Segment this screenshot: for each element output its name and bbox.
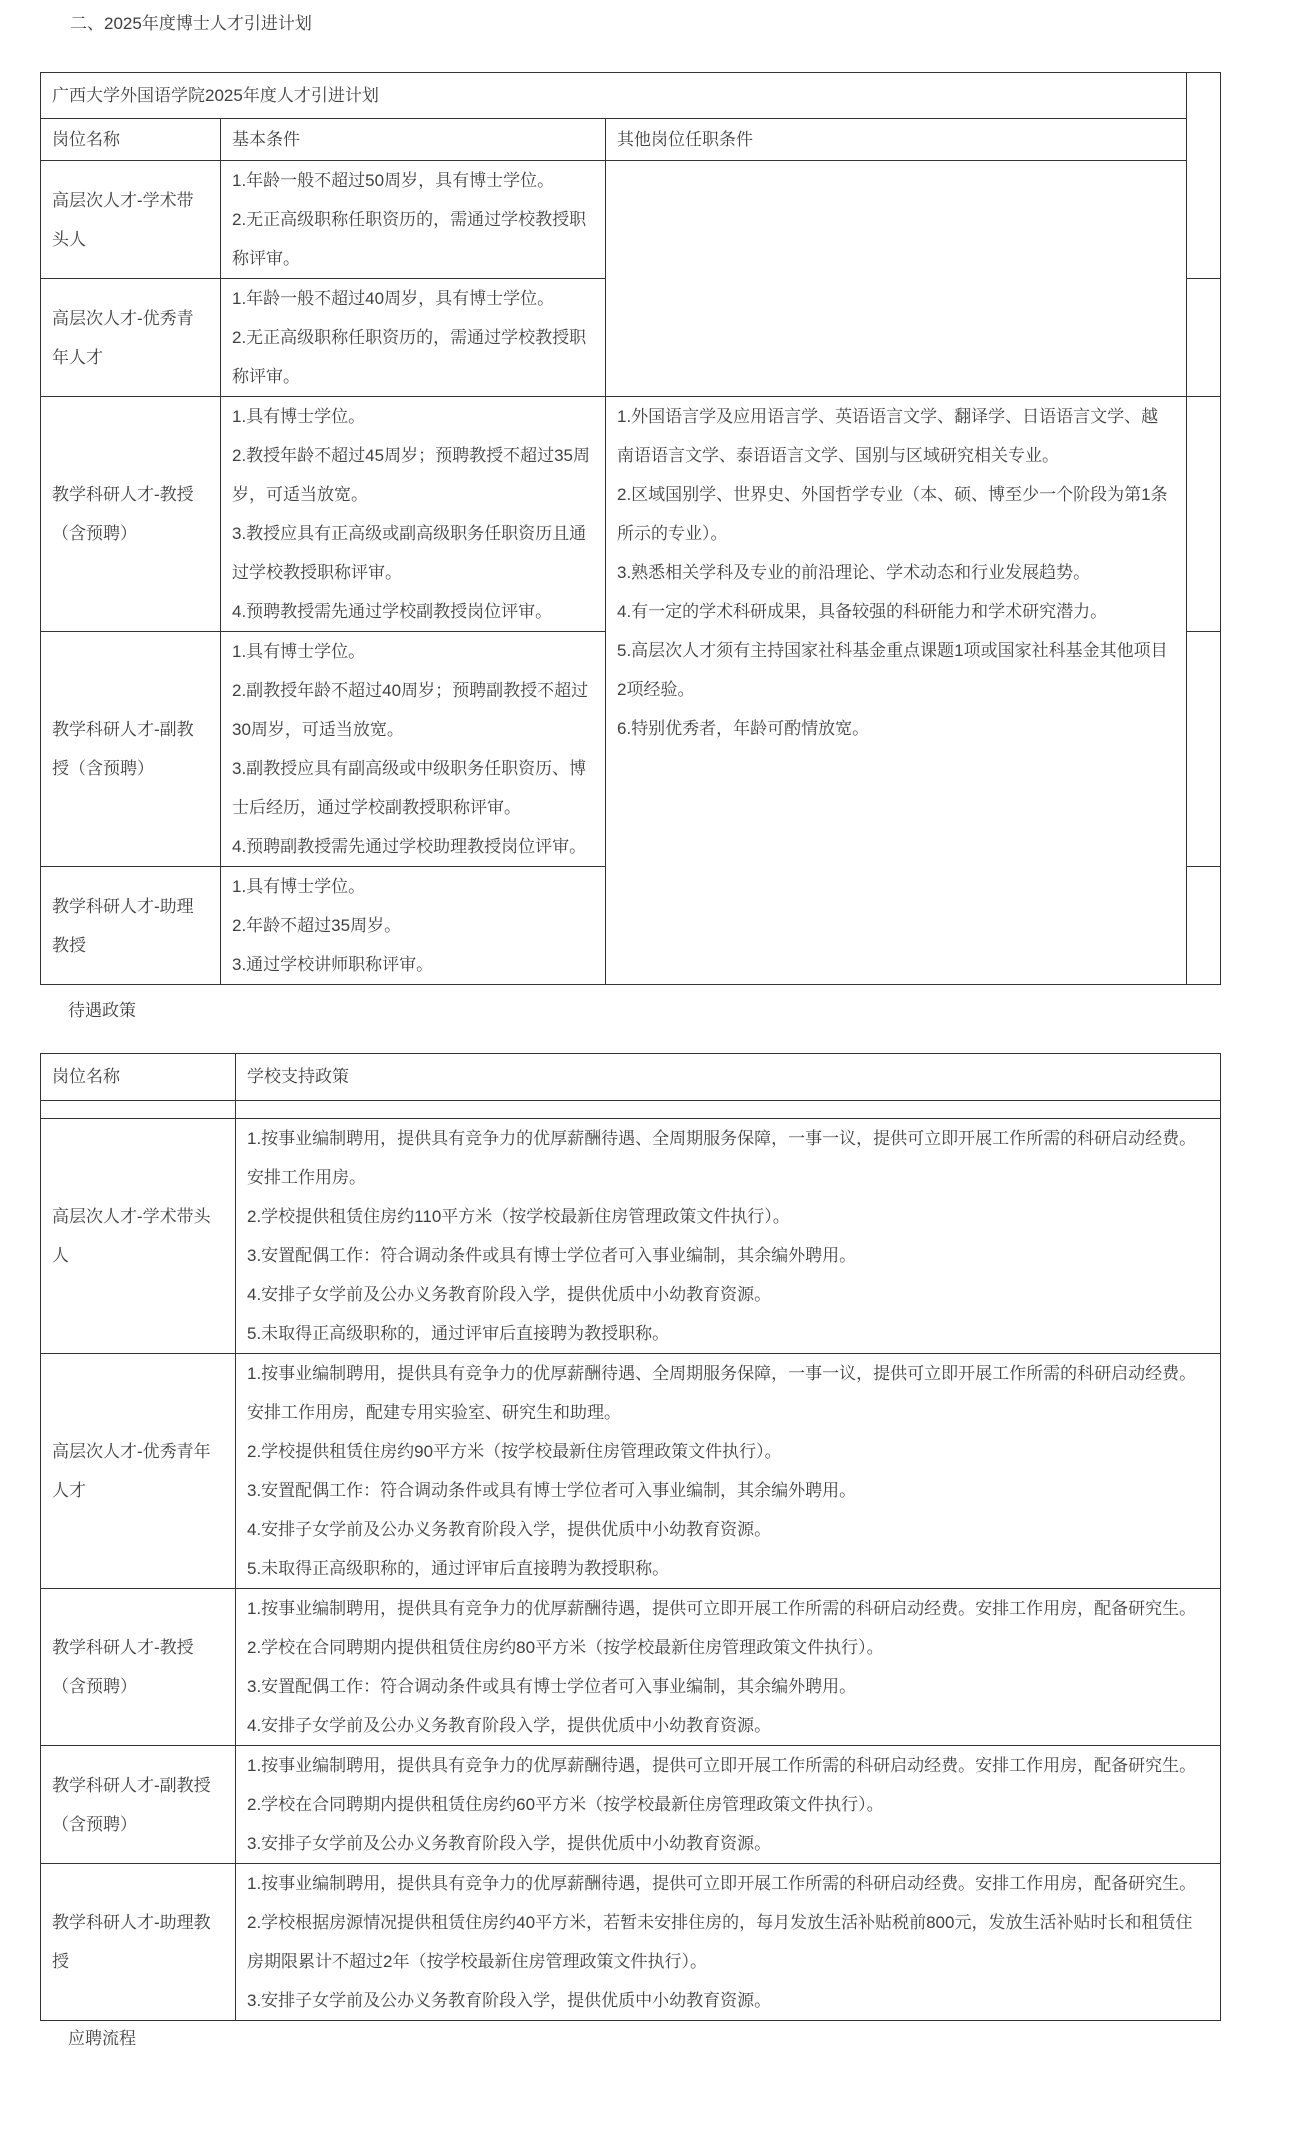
spacer-row bbox=[41, 1101, 1221, 1119]
table-row bbox=[41, 161, 1221, 279]
policies-cell bbox=[236, 1746, 1221, 1864]
policy-item: 3.安置配偶工作：符合调动条件或具有博士学位者可入事业编制，其余编外聘用。 bbox=[247, 1481, 857, 1500]
policy-item: 3.安置配偶工作：符合调动条件或具有博士学位者可入事业编制，其余编外聘用。 bbox=[247, 1677, 857, 1696]
empty-side-cell bbox=[1187, 397, 1221, 632]
policy-item: 1.按事业编制聘用，提供具有竞争力的优厚薪酬待遇，提供可立即开展工作所需的科研启动经费。安排工作用房，配备研究生。 bbox=[247, 1756, 1197, 1775]
column-header-support-policy: 学校支持政策 bbox=[236, 1054, 1221, 1101]
table-header-row bbox=[41, 1054, 1221, 1101]
policy-item: 1.按事业编制聘用，提供具有竞争力的优厚薪酬待遇、全周期服务保障，一事一议，提供可立即开展工作所需的科研启动经费。安排工作用房。 bbox=[247, 1129, 1197, 1187]
conditions-cell bbox=[221, 279, 606, 397]
other-condition-item: 6.特别优秀者，年龄可酌情放宽。 bbox=[617, 719, 870, 738]
table-row bbox=[41, 1589, 1221, 1746]
policies-cell bbox=[236, 1354, 1221, 1589]
other-condition-item: 5.高层次人才须有主持国家社科基金重点课题1项或国家社科基金其他项目2项经验。 bbox=[617, 641, 1168, 699]
condition-item: 2.无正高级职称任职资历的，需通过学校教授职称评审。 bbox=[232, 328, 587, 386]
policy-item: 4.安排子女学前及公办义务教育阶段入学，提供优质中小幼教育资源。 bbox=[247, 1285, 772, 1304]
support-policy-table bbox=[40, 1053, 1221, 2021]
position-cell: 教学科研人才-教授（含预聘） bbox=[41, 1589, 236, 1746]
policy-item: 2.学校提供租赁住房约110平方米（按学校最新住房管理政策文件执行）。 bbox=[247, 1207, 790, 1226]
table-header-row bbox=[41, 119, 1221, 161]
position-cell: 高层次人才-学术带头人 bbox=[41, 161, 221, 279]
column-header-basic-conditions: 基本条件 bbox=[221, 119, 606, 161]
position-cell: 高层次人才-优秀青年人才 bbox=[41, 279, 221, 397]
document-body bbox=[40, 12, 1220, 2049]
empty-side-cell bbox=[1187, 279, 1221, 397]
conditions-cell bbox=[221, 161, 606, 279]
table-row bbox=[41, 1354, 1221, 1589]
other-condition-item: 1.外国语言学及应用语言学、英语语言文学、翻译学、日语语言文学、越南语语言文学、泰语语言文学、国别与区域研究相关专业。 bbox=[617, 407, 1159, 465]
condition-item: 2.年龄不超过35周岁。 bbox=[232, 916, 402, 935]
section-title: 二、2025年度博士人才引进计划 bbox=[70, 14, 312, 33]
position-cell: 高层次人才-学术带头人 bbox=[41, 1119, 236, 1354]
position-cell: 教学科研人才-副教授（含预聘） bbox=[41, 1746, 236, 1864]
policies-cell bbox=[236, 1864, 1221, 2021]
conditions-cell bbox=[221, 632, 606, 867]
condition-item: 4.预聘副教授需先通过学校助理教授岗位评审。 bbox=[232, 837, 587, 856]
other-conditions-empty-cell bbox=[606, 161, 1187, 397]
conditions-cell bbox=[221, 397, 606, 632]
other-condition-item: 4.有一定的学术科研成果，具备较强的科研能力和学术研究潜力。 bbox=[617, 602, 1108, 621]
treatment-policy-label: 待遇政策 bbox=[68, 1001, 136, 1020]
policy-item: 3.安排子女学前及公办义务教育阶段入学，提供优质中小幼教育资源。 bbox=[247, 1991, 772, 2010]
policy-item: 5.未取得正高级职称的，通过评审后直接聘为教授职称。 bbox=[247, 1559, 670, 1578]
column-header-position: 岗位名称 bbox=[41, 119, 221, 161]
other-condition-item: 2.区域国别学、世界史、外国哲学专业（本、硕、博至少一个阶段为第1条所示的专业）。 bbox=[617, 485, 1168, 543]
condition-item: 4.预聘教授需先通过学校副教授岗位评审。 bbox=[232, 602, 553, 621]
policy-item: 2.学校在合同聘期内提供租赁住房约60平方米（按学校最新住房管理政策文件执行）。 bbox=[247, 1795, 884, 1814]
position-cell: 教学科研人才-助理教授 bbox=[41, 1864, 236, 2021]
other-condition-item: 3.熟悉相关学科及专业的前沿理论、学术动态和行业发展趋势。 bbox=[617, 563, 1091, 582]
policy-item: 2.学校提供租赁住房约90平方米（按学校最新住房管理政策文件执行）。 bbox=[247, 1442, 782, 1461]
condition-item: 1.年龄一般不超过40周岁，具有博士学位。 bbox=[232, 289, 555, 308]
empty-side-cell bbox=[1187, 73, 1221, 279]
position-cell: 教学科研人才-教授（含预聘） bbox=[41, 397, 221, 632]
condition-item: 1.具有博士学位。 bbox=[232, 407, 366, 426]
policy-item: 3.安置配偶工作：符合调动条件或具有博士学位者可入事业编制，其余编外聘用。 bbox=[247, 1246, 857, 1265]
condition-item: 3.副教授应具有副高级或中级职务任职资历、博士后经历，通过学校副教授职称评审。 bbox=[232, 759, 587, 817]
spacer-cell bbox=[41, 1101, 236, 1119]
condition-item: 3.通过学校讲师职称评审。 bbox=[232, 955, 434, 974]
policy-item: 1.按事业编制聘用，提供具有竞争力的优厚薪酬待遇，提供可立即开展工作所需的科研启动经费。安排工作用房，配备研究生。 bbox=[247, 1874, 1197, 1893]
policy-item: 1.按事业编制聘用，提供具有竞争力的优厚薪酬待遇，提供可立即开展工作所需的科研启动经费。安排工作用房，配备研究生。 bbox=[247, 1599, 1197, 1618]
condition-item: 1.具有博士学位。 bbox=[232, 642, 366, 661]
empty-side-cell bbox=[1187, 632, 1221, 867]
application-process-label: 应聘流程 bbox=[68, 2029, 136, 2048]
condition-item: 2.无正高级职称任职资历的，需通过学校教授职称评审。 bbox=[232, 210, 587, 268]
table-caption: 广西大学外国语学院2025年度人才引进计划 bbox=[41, 73, 1187, 119]
policy-item: 3.安排子女学前及公办义务教育阶段入学，提供优质中小幼教育资源。 bbox=[247, 1834, 772, 1853]
table-row bbox=[41, 397, 1221, 632]
column-header-position: 岗位名称 bbox=[41, 1054, 236, 1101]
policy-item: 5.未取得正高级职称的，通过评审后直接聘为教授职称。 bbox=[247, 1324, 670, 1343]
policy-item: 1.按事业编制聘用，提供具有竞争力的优厚薪酬待遇、全周期服务保障，一事一议，提供可立即开展工作所需的科研启动经费。安排工作用房，配建专用实验室、研究生和助理。 bbox=[247, 1364, 1197, 1422]
condition-item: 1.年龄一般不超过50周岁，具有博士学位。 bbox=[232, 171, 555, 190]
position-cell: 高层次人才-优秀青年人才 bbox=[41, 1354, 236, 1589]
policy-item: 4.安排子女学前及公办义务教育阶段入学，提供优质中小幼教育资源。 bbox=[247, 1520, 772, 1539]
condition-item: 1.具有博士学位。 bbox=[232, 877, 366, 896]
empty-side-cell bbox=[1187, 867, 1221, 985]
table-row bbox=[41, 1864, 1221, 2021]
policy-item: 4.安排子女学前及公办义务教育阶段入学，提供优质中小幼教育资源。 bbox=[247, 1716, 772, 1735]
other-conditions-cell bbox=[606, 397, 1187, 985]
policy-item: 2.学校根据房源情况提供租赁住房约40平方米，若暂未安排住房的，每月发放生活补贴税前800元，发放生活补贴时长和租赁住房期限累计不超过2年（按学校最新住房管理政策文件执行）。 bbox=[247, 1913, 1193, 1971]
recruitment-plan-table bbox=[40, 72, 1221, 985]
column-header-other-conditions: 其他岗位任职条件 bbox=[606, 119, 1187, 161]
policies-cell bbox=[236, 1589, 1221, 1746]
policies-cell bbox=[236, 1119, 1221, 1354]
table-row bbox=[41, 1746, 1221, 1864]
table-row bbox=[41, 1119, 1221, 1354]
policy-item: 2.学校在合同聘期内提供租赁住房约80平方米（按学校最新住房管理政策文件执行）。 bbox=[247, 1638, 884, 1657]
condition-item: 2.教授年龄不超过45周岁；预聘教授不超过35周岁，可适当放宽。 bbox=[232, 446, 590, 504]
position-cell: 教学科研人才-助理教授 bbox=[41, 867, 221, 985]
conditions-cell bbox=[221, 867, 606, 985]
position-cell: 教学科研人才-副教授（含预聘） bbox=[41, 632, 221, 867]
condition-item: 3.教授应具有正高级或副高级职务任职资历且通过学校教授职称评审。 bbox=[232, 524, 587, 582]
table-caption-row bbox=[41, 73, 1221, 119]
condition-item: 2.副教授年龄不超过40周岁；预聘副教授不超过30周岁，可适当放宽。 bbox=[232, 681, 589, 739]
spacer-cell bbox=[236, 1101, 1221, 1119]
